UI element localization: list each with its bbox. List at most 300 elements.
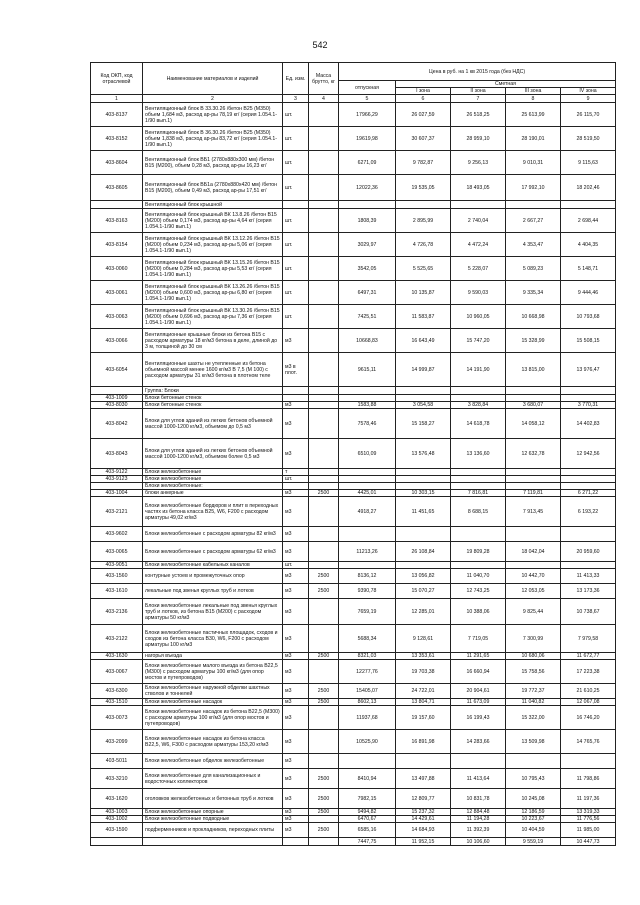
cell-zone1-price: 13 804,71 <box>396 699 451 706</box>
cell-unit: м3 <box>283 789 309 809</box>
table-row <box>91 439 616 469</box>
cell-zone2-price: 4 472,24 <box>451 233 506 257</box>
cell-code: 403-1004 <box>91 490 143 497</box>
table-row <box>91 127 616 151</box>
cell-zone3-price: 28 190,01 <box>506 127 561 151</box>
column-index-row <box>91 95 616 103</box>
header-name: Наименование материалов и изделий <box>143 63 283 95</box>
cell-code: 403-3210 <box>91 769 143 789</box>
cell-zone2-price: 2 740,04 <box>451 209 506 233</box>
table-row <box>91 660 616 684</box>
cell-unit: м3 <box>283 699 309 706</box>
cell-mass <box>309 233 339 257</box>
cell-zone4-price: 16 746,20 <box>561 706 616 730</box>
cell-mass <box>309 127 339 151</box>
cell-code: 403-1002 <box>91 816 143 823</box>
cell-code <box>91 387 143 395</box>
cell-zone4-price: 11 776,56 <box>561 816 616 823</box>
cell-release-price: 11937,68 <box>339 706 396 730</box>
cell-zone1-price: 30 607,37 <box>396 127 451 151</box>
cell-zone2-price <box>451 387 506 395</box>
table-row <box>91 175 616 201</box>
cell-code: 403-2136 <box>91 599 143 625</box>
cell-zone2-price: 10 388,06 <box>451 599 506 625</box>
cell-zone1-price: 14 684,93 <box>396 823 451 838</box>
cell-zone4-price: 11 672,77 <box>561 653 616 660</box>
cell-zone2-price: 11 291,65 <box>451 653 506 660</box>
cell-zone2-price: 3 828,84 <box>451 402 506 409</box>
cell-zone1-price <box>396 395 451 402</box>
cell-release-price: 10525,90 <box>339 730 396 754</box>
cell-mass: 2500 <box>309 769 339 789</box>
cell-zone1-price: 13 056,82 <box>396 569 451 584</box>
cell-name: нагорья въезда <box>143 653 283 660</box>
cell-zone3-price: 2 667,27 <box>506 209 561 233</box>
table-row <box>91 402 616 409</box>
table-row <box>91 281 616 305</box>
cell-zone2-price: 12 743,25 <box>451 584 506 599</box>
cell-zone3-price <box>506 527 561 542</box>
cell-zone2-price: 11 413,64 <box>451 769 506 789</box>
cell-zone4-price: 6 271,22 <box>561 490 616 497</box>
cell-name: Блоки железобетонные с расходом арматуры 82 кг/м3 <box>143 527 283 542</box>
cell-unit: м3 <box>283 816 309 823</box>
cell-name: Блоки железобетонные: <box>143 483 283 490</box>
header-price-group: Цена в руб. на 1 кв 2015 года (без НДС) <box>339 63 616 81</box>
cell-name: лекальные под звенья круглых труб и лотков <box>143 584 283 599</box>
cell-zone1-price: 2 895,99 <box>396 209 451 233</box>
cell-unit: м3 <box>283 653 309 660</box>
cell-zone1-price: 26 108,84 <box>396 542 451 562</box>
cell-unit <box>283 838 309 846</box>
cell-release-price <box>339 562 396 569</box>
cell-code: 403-2121 <box>91 497 143 527</box>
cell-release-price: 17966,29 <box>339 103 396 127</box>
cell-zone4-price: 3 770,31 <box>561 402 616 409</box>
cell-unit: м3 <box>283 823 309 838</box>
cell-zone1-price: 5 525,65 <box>396 257 451 281</box>
cell-code: 403-8043 <box>91 439 143 469</box>
cell-zone3-price: 9 559,19 <box>506 838 561 846</box>
cell-release-price: 9615,11 <box>339 353 396 387</box>
cell-unit: м3 <box>283 599 309 625</box>
table-row <box>91 838 616 846</box>
cell-name: Вентиляционный блок крышный ВК 13.12.26 /бетон В15 (М200) объем 0,234 м3, расход ар-ры 5,06 кг/ (серия 1.054.1-1/90 вып.1) <box>143 233 283 257</box>
cell-zone4-price <box>561 527 616 542</box>
cell-code: 403-1510 <box>91 699 143 706</box>
header-zone4: IV зона <box>561 88 616 95</box>
cell-zone3-price <box>506 483 561 490</box>
cell-zone2-price: 11 040,70 <box>451 569 506 584</box>
cell-zone1-price: 26 027,59 <box>396 103 451 127</box>
cell-release-price <box>339 483 396 490</box>
cell-code: 403-9123 <box>91 476 143 483</box>
cell-unit <box>283 387 309 395</box>
cell-zone1-price: 13 353,61 <box>396 653 451 660</box>
cell-mass <box>309 469 339 476</box>
cell-zone1-price: 10 303,15 <box>396 490 451 497</box>
cell-name: Блоки железобетонные кабельных каналов <box>143 562 283 569</box>
cell-code: 403-8163 <box>91 209 143 233</box>
cell-zone1-price: 14 429,61 <box>396 816 451 823</box>
cell-zone3-price: 7 300,99 <box>506 625 561 653</box>
table-row <box>91 754 616 769</box>
cell-zone4-price: 13 173,36 <box>561 584 616 599</box>
cell-zone2-price: 8 688,15 <box>451 497 506 527</box>
table-row <box>91 151 616 175</box>
cell-unit: шт. <box>283 151 309 175</box>
cell-zone2-price: 9 590,03 <box>451 281 506 305</box>
cell-code: 403-1560 <box>91 569 143 584</box>
cell-zone3-price: 10 795,43 <box>506 769 561 789</box>
cell-zone3-price: 10 223,67 <box>506 816 561 823</box>
cell-zone2-price: 14 618,78 <box>451 409 506 439</box>
cell-release-price: 7982,15 <box>339 789 396 809</box>
cell-release-price: 9494,82 <box>339 809 396 816</box>
cell-release-price: 7447,75 <box>339 838 396 846</box>
cell-zone4-price: 11 413,33 <box>561 569 616 584</box>
cell-name: Блоки для углов зданий из легких бетонов объемной массой 1000-1200 кг/м3, объемом до 0,5 м3 <box>143 409 283 439</box>
cell-zone3-price: 15 758,56 <box>506 660 561 684</box>
cell-code: 403-0060 <box>91 257 143 281</box>
cell-zone3-price: 10 245,08 <box>506 789 561 809</box>
cell-mass <box>309 281 339 305</box>
cell-mass <box>309 730 339 754</box>
cell-mass: 2500 <box>309 653 339 660</box>
table-row <box>91 483 616 490</box>
cell-zone1-price: 11 451,65 <box>396 497 451 527</box>
header-zone3: III зона <box>506 88 561 95</box>
cell-zone3-price: 7 913,45 <box>506 497 561 527</box>
cell-zone3-price: 12 632,78 <box>506 439 561 469</box>
cell-name: Блоки для углов зданий из легких бетонов объемной массой 1000-1200 кг/м3, объемом более 0,5 м3 <box>143 439 283 469</box>
cell-name: Вентиляционный блок крышный ВК 13.30.26 /бетон В15 (М200) объем 0,696 м3, расход ар-ры 7,36 кг/ (серия 1.054.1-1/90 вып.1) <box>143 305 283 329</box>
cell-zone2-price: 11 673,09 <box>451 699 506 706</box>
cell-unit: м3 <box>283 625 309 653</box>
cell-mass <box>309 151 339 175</box>
table-row <box>91 257 616 281</box>
table-row <box>91 730 616 754</box>
cell-release-price: 8410,94 <box>339 769 396 789</box>
cell-zone2-price <box>451 483 506 490</box>
table-row <box>91 395 616 402</box>
table-row <box>91 653 616 660</box>
table-row <box>91 233 616 257</box>
price-table <box>90 62 616 846</box>
cell-code: 403-9602 <box>91 527 143 542</box>
cell-zone4-price <box>561 395 616 402</box>
cell-zone3-price <box>506 562 561 569</box>
table-row <box>91 562 616 569</box>
cell-unit <box>283 201 309 209</box>
cell-name: Блоки железобетонные опорные <box>143 809 283 816</box>
cell-name: Блоки железобетонные насадок <box>143 699 283 706</box>
cell-zone4-price: 11 798,86 <box>561 769 616 789</box>
cell-zone4-price <box>561 562 616 569</box>
cell-name: Блоки железобетонные бордюров и плит в переходных частях из бетона класса В25, W6, F200 с расходом арматуры 49,02 кг/м3 <box>143 497 283 527</box>
cell-unit: м3 <box>283 497 309 527</box>
cell-zone1-price <box>396 387 451 395</box>
header-estimate: Сметная <box>396 81 616 88</box>
table-row <box>91 684 616 699</box>
cell-name: Вентиляционный блок В 33.30.26 /бетон В25 (М350) объем 1,684 м3, расход ар-ры 78,19 кг/ (серия 1.054.1-1/90 вып.1) <box>143 103 283 127</box>
table-row <box>91 497 616 527</box>
cell-mass <box>309 542 339 562</box>
cell-mass: 2500 <box>309 823 339 838</box>
cell-mass <box>309 439 339 469</box>
cell-zone3-price: 12 186,59 <box>506 809 561 816</box>
cell-zone4-price: 26 115,70 <box>561 103 616 127</box>
cell-zone1-price: 19 703,38 <box>396 660 451 684</box>
cell-zone4-price: 10 447,73 <box>561 838 616 846</box>
cell-code: 403-2099 <box>91 730 143 754</box>
cell-zone1-price: 16 643,49 <box>396 329 451 353</box>
cell-release-price: 1583,88 <box>339 402 396 409</box>
cell-zone4-price <box>561 754 616 769</box>
header-mass: Масса брутто, кг <box>309 63 339 95</box>
cell-zone3-price: 10 442,70 <box>506 569 561 584</box>
cell-unit: м3 <box>283 329 309 353</box>
cell-zone4-price <box>561 387 616 395</box>
cell-zone3-price: 9 335,34 <box>506 281 561 305</box>
cell-release-price: 6585,16 <box>339 823 396 838</box>
cell-code: 403-9122 <box>91 469 143 476</box>
col-index: 9 <box>561 95 616 103</box>
col-index: 2 <box>143 95 283 103</box>
table-row <box>91 527 616 542</box>
cell-code: 403-8137 <box>91 103 143 127</box>
cell-zone3-price: 9 825,44 <box>506 599 561 625</box>
table-row <box>91 305 616 329</box>
cell-mass <box>309 175 339 201</box>
cell-zone4-price: 5 148,71 <box>561 257 616 281</box>
cell-mass <box>309 305 339 329</box>
cell-code: 403-1003 <box>91 809 143 816</box>
cell-mass <box>309 599 339 625</box>
cell-zone1-price <box>396 483 451 490</box>
cell-mass <box>309 201 339 209</box>
cell-zone3-price: 4 353,47 <box>506 233 561 257</box>
cell-name: контурные устоев и промежуточных опор <box>143 569 283 584</box>
cell-mass: 2500 <box>309 490 339 497</box>
cell-code: 403-8042 <box>91 409 143 439</box>
cell-zone1-price: 12 285,01 <box>396 599 451 625</box>
cell-code: 403-6300 <box>91 684 143 699</box>
cell-zone2-price: 11 392,39 <box>451 823 506 838</box>
cell-release-price: 1808,39 <box>339 209 396 233</box>
cell-zone3-price: 19 772,37 <box>506 684 561 699</box>
cell-zone4-price: 15 508,15 <box>561 329 616 353</box>
cell-zone4-price: 13 319,33 <box>561 809 616 816</box>
cell-zone2-price: 10 106,60 <box>451 838 506 846</box>
cell-mass <box>309 402 339 409</box>
cell-zone3-price: 7 119,81 <box>506 490 561 497</box>
col-index: 3 <box>283 95 309 103</box>
cell-release-price: 11213,26 <box>339 542 396 562</box>
cell-unit: м3 <box>283 754 309 769</box>
cell-zone4-price: 4 404,35 <box>561 233 616 257</box>
cell-code: 403-6054 <box>91 353 143 387</box>
cell-name: Блоки железобетонные для канализационных и водосточных коллекторов <box>143 769 283 789</box>
cell-release-price: 4425,01 <box>339 490 396 497</box>
cell-unit: шт. <box>283 103 309 127</box>
cell-zone3-price <box>506 201 561 209</box>
cell-name: подферменников и прокладников, переходных плиты <box>143 823 283 838</box>
cell-name: Вентиляционный блок В 36.30.26 /бетон В25 (М350) объем 1,838 м3, расход ар-ры 83,72 кг/ (серия 1.054.1-1/90 вып.1) <box>143 127 283 151</box>
cell-zone1-price: 12 809,77 <box>396 789 451 809</box>
col-index: 6 <box>396 95 451 103</box>
cell-release-price: 8136,12 <box>339 569 396 584</box>
cell-unit: т <box>283 469 309 476</box>
cell-mass <box>309 476 339 483</box>
cell-name: Вентиляционные шахты не утепленные из бетона объемной массой менее 1600 кг/м3 В 7,5 (М 100) с расходом арматуры 31 кг/м3 бетона в плотном теле <box>143 353 283 387</box>
cell-mass: 2500 <box>309 684 339 699</box>
cell-unit: м3 <box>283 684 309 699</box>
cell-name: Вентиляционный блок крышной <box>143 201 283 209</box>
cell-code: 403-1009 <box>91 395 143 402</box>
cell-release-price <box>339 469 396 476</box>
cell-code <box>91 838 143 846</box>
cell-zone3-price <box>506 395 561 402</box>
cell-release-price: 10668,83 <box>339 329 396 353</box>
cell-mass <box>309 409 339 439</box>
cell-zone4-price: 28 519,50 <box>561 127 616 151</box>
cell-zone2-price: 10 960,05 <box>451 305 506 329</box>
cell-zone4-price: 14 765,76 <box>561 730 616 754</box>
cell-unit: м3 <box>283 409 309 439</box>
cell-unit: м3 <box>283 660 309 684</box>
cell-zone2-price <box>451 527 506 542</box>
cell-name: оголовков железобетонных и бетонных труб и лотков <box>143 789 283 809</box>
cell-zone1-price <box>396 469 451 476</box>
cell-mass <box>309 387 339 395</box>
cell-release-price: 7659,19 <box>339 599 396 625</box>
cell-zone4-price: 11 985,00 <box>561 823 616 838</box>
table-row <box>91 329 616 353</box>
cell-zone3-price: 14 058,12 <box>506 409 561 439</box>
cell-name: Блоки бетонные стенок <box>143 402 283 409</box>
cell-unit <box>283 395 309 402</box>
cell-name: Блоки железобетонные обделок железобетонные <box>143 754 283 769</box>
cell-zone2-price: 20 904,61 <box>451 684 506 699</box>
cell-mass: 2500 <box>309 809 339 816</box>
cell-release-price: 9390,78 <box>339 584 396 599</box>
cell-name: Блоки железобетонные подводные <box>143 816 283 823</box>
cell-zone4-price <box>561 476 616 483</box>
cell-zone2-price: 10 831,78 <box>451 789 506 809</box>
cell-release-price: 8321,03 <box>339 653 396 660</box>
cell-zone1-price: 24 722,01 <box>396 684 451 699</box>
cell-release-price: 19619,98 <box>339 127 396 151</box>
cell-zone3-price: 3 680,07 <box>506 402 561 409</box>
cell-zone4-price <box>561 201 616 209</box>
cell-code: 403-1620 <box>91 789 143 809</box>
cell-zone3-price: 10 404,59 <box>506 823 561 838</box>
cell-code: 403-8030 <box>91 402 143 409</box>
cell-unit: шт. <box>283 281 309 305</box>
page-number: 542 <box>312 40 328 50</box>
cell-release-price: 3029,97 <box>339 233 396 257</box>
header-code: Код ОКП, код отраслевой <box>91 63 143 95</box>
cell-zone1-price: 14 999,87 <box>396 353 451 387</box>
cell-name: Вентиляционный блок ВБ1а (2780х880х420 мм) /бетон В15 (М200), объем 0,49 м3, расход ар-ры 17,51 кг/ <box>143 175 283 201</box>
cell-zone4-price: 7 979,58 <box>561 625 616 653</box>
cell-unit: шт. <box>283 562 309 569</box>
cell-zone3-price: 9 010,31 <box>506 151 561 175</box>
cell-zone2-price: 14 283,66 <box>451 730 506 754</box>
cell-code: 403-8154 <box>91 233 143 257</box>
cell-mass <box>309 838 339 846</box>
cell-code: 403-8604 <box>91 151 143 175</box>
cell-name: Вентиляционный блок ВБ1 (2780х880х300 мм) /бетон В15 (М200), объем 0,28 м3, расход ар-ры 16,23 кг/ <box>143 151 283 175</box>
cell-zone4-price: 21 610,25 <box>561 684 616 699</box>
cell-zone1-price: 15 237,32 <box>396 809 451 816</box>
cell-mass <box>309 395 339 402</box>
cell-release-price: 12277,76 <box>339 660 396 684</box>
cell-code: 403-0065 <box>91 542 143 562</box>
cell-zone2-price <box>451 562 506 569</box>
cell-zone1-price: 15 158,27 <box>396 409 451 439</box>
cell-zone4-price: 2 698,44 <box>561 209 616 233</box>
cell-release-price <box>339 395 396 402</box>
col-index: 4 <box>309 95 339 103</box>
cell-zone1-price <box>396 527 451 542</box>
cell-name: Вентиляционный блок крышный ВК 13.15.26 /бетон В15 (М200) объем 0,284 м3, расход ар-ры 5,53 кг/ (серия 1.054.1-1/90 вып.1) <box>143 257 283 281</box>
cell-zone4-price: 17 223,38 <box>561 660 616 684</box>
header-release: отпускная <box>339 81 396 95</box>
cell-mass <box>309 483 339 490</box>
cell-code: 403-0061 <box>91 281 143 305</box>
cell-zone1-price <box>396 562 451 569</box>
cell-unit: шт. <box>283 476 309 483</box>
cell-name: Вентиляционные крышные блоки из бетона В15 с расходом арматуры 18 кг/м3 бетона в деле, длиной до 3 м, толщиной до 30 см <box>143 329 283 353</box>
cell-zone2-price: 12 884,48 <box>451 809 506 816</box>
table-row <box>91 699 616 706</box>
cell-zone3-price: 13 509,98 <box>506 730 561 754</box>
cell-code <box>91 483 143 490</box>
cell-zone1-price: 9 128,61 <box>396 625 451 653</box>
cell-release-price: 15405,07 <box>339 684 396 699</box>
cell-zone2-price: 28 959,10 <box>451 127 506 151</box>
cell-zone3-price: 15 322,00 <box>506 706 561 730</box>
table-row <box>91 490 616 497</box>
cell-zone4-price: 12 942,56 <box>561 439 616 469</box>
cell-release-price: 6271,09 <box>339 151 396 175</box>
cell-zone1-price: 11 952,15 <box>396 838 451 846</box>
cell-zone2-price <box>451 754 506 769</box>
cell-code: 403-9051 <box>91 562 143 569</box>
cell-zone2-price: 15 747,20 <box>451 329 506 353</box>
cell-zone3-price <box>506 476 561 483</box>
table-row <box>91 209 616 233</box>
cell-unit: м3 <box>283 542 309 562</box>
col-index: 7 <box>451 95 506 103</box>
cell-zone2-price: 16 199,43 <box>451 706 506 730</box>
cell-code: 403-0066 <box>91 329 143 353</box>
cell-release-price <box>339 476 396 483</box>
col-index: 8 <box>506 95 561 103</box>
cell-unit: шт. <box>283 257 309 281</box>
cell-release-price: 12022,36 <box>339 175 396 201</box>
cell-zone1-price: 9 782,87 <box>396 151 451 175</box>
cell-unit: шт. <box>283 175 309 201</box>
cell-zone4-price <box>561 469 616 476</box>
table-row <box>91 387 616 395</box>
cell-release-price <box>339 754 396 769</box>
cell-name: Вентиляционный блок крышный ВК 13.8.26 /бетон В15 (М200) объем 0,174 м3, расход ар-ры 4,64 кг/ (серия 1.054.1-1/90 вып.1) <box>143 209 283 233</box>
cell-zone3-price <box>506 469 561 476</box>
cell-zone4-price: 9 115,63 <box>561 151 616 175</box>
